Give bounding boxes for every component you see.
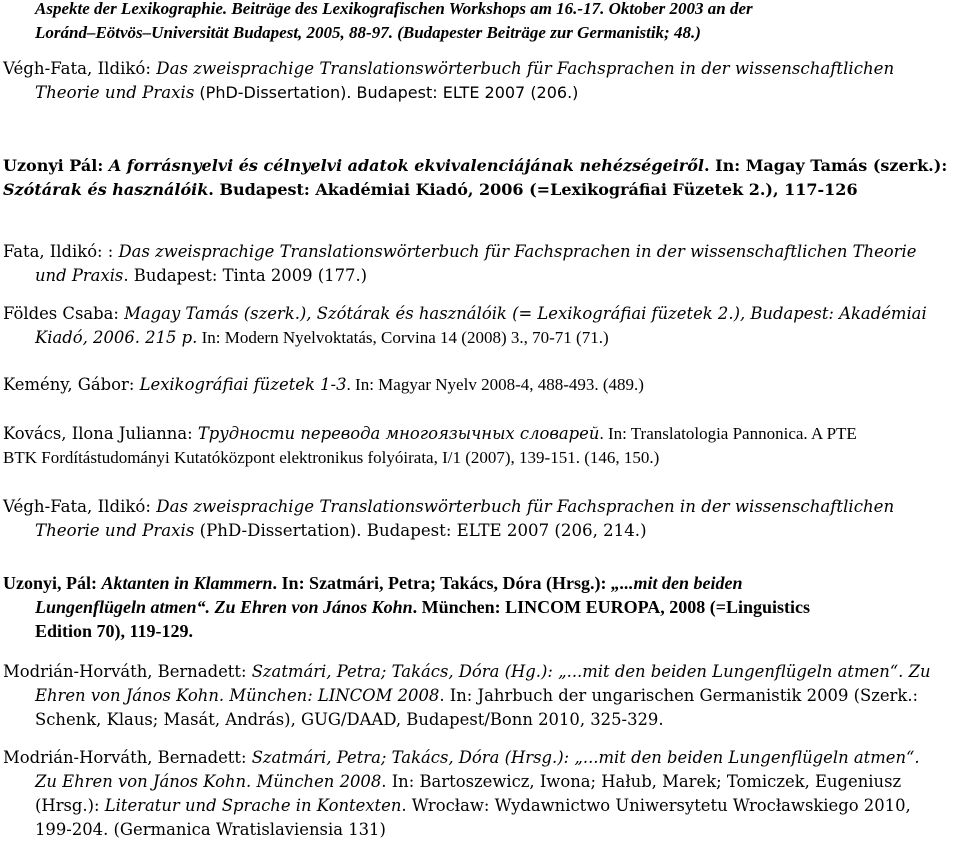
reference-source: Lungenflügeln atmen“. Zu Ehren von János Kohn: [35, 597, 413, 617]
reference-details: 199-204. (Germanica Wratislaviensia 131): [35, 820, 386, 839]
reference-title: Ehren von János Kohn. München: LINCOM 2008: [35, 686, 440, 705]
reference-details: . Budapest: Tinta 2009 (177.): [123, 266, 368, 285]
reference-line: [3, 326, 923, 350]
reference-title: Theorie und Praxis: [35, 521, 195, 540]
reference-entry: [3, 240, 923, 288]
reference-author: Kovács, Ilona Julianna:: [3, 424, 198, 443]
reference-entry: [3, 660, 931, 732]
reference-details: Schenk, Klaus; Masát, András), GUG/DAAD, Budapest/Bonn 2010, 325-329.: [35, 710, 664, 729]
reference-title: Трудности перевода многоязычных словарей: [197, 424, 600, 443]
reference-entry: [3, 495, 923, 543]
reference-title: Das zweisprachige Translationswörterbuch für Fachsprachen in der wissenschaftlichen: [156, 59, 895, 78]
reference-title: A forrásnyelvi és célnyelvi adatok ekvivalenciájának nehézségeiről: [108, 156, 704, 175]
reference-line: [3, 660, 931, 684]
reference-entry: [3, 571, 923, 643]
reference-line: [3, 495, 923, 519]
reference-details: . In: Translatologia Pannonica. A PTE: [599, 424, 857, 443]
reference-details: . In: Bartoszewicz, Iwona; Hałub, Marek; Tomiczek, Eugeniusz: [381, 772, 902, 791]
reference-details: Edition 70), 119-129.: [35, 621, 194, 641]
reference-line: [35, 21, 955, 45]
reference-details: . In: Szatmári, Petra; Takács, Dóra (Hrsg.):: [272, 573, 611, 593]
reference-details: (PhD-Dissertation). Budapest: ELTE 2007 (206.): [194, 83, 579, 102]
reference-title: Szatmári, Petra; Takács, Dóra (Hrsg.): „...mit den beiden Lungenflügeln atmen“.: [251, 748, 920, 767]
reference-entry: [3, 57, 923, 105]
reference-details: BTK Fordítástudományi Kutatóközpont elektronikus folyóirata, I/1 (2007), 139-151. (146, 150.): [3, 448, 660, 467]
reference-title: Magay Tamás (szerk.), Szótárak és használóik (= Lexikográfiai füzetek 2.), Budapest: Akadémiai: [124, 304, 927, 323]
reference-author: Modrián-Horváth, Bernadett:: [3, 662, 252, 681]
reference-source: Szótárak és használóik: [3, 180, 209, 199]
reference-line: [3, 422, 923, 446]
reference-line: [3, 818, 923, 842]
reference-line: [3, 746, 923, 770]
reference-line: [3, 57, 923, 81]
reference-details: . In: Magyar Nyelv 2008-4, 488-493. (489.): [346, 375, 644, 394]
reference-author: Földes Csaba:: [3, 304, 125, 323]
reference-line: [3, 302, 927, 326]
reference-title: Theorie und Praxis: [35, 83, 195, 102]
reference-line: [3, 684, 923, 708]
reference-title: Das zweisprachige Translationswörterbuch für Fachsprachen in der wissenschaftlichen: [156, 497, 895, 516]
reference-line: [3, 794, 923, 818]
reference-title: Szatmári, Petra; Takács, Dóra (Hg.): „...mit den beiden Lungenflügeln atmen“. Zu: [251, 662, 931, 681]
reference-details: (Hrsg.):: [35, 796, 105, 815]
reference-entry: [3, 302, 927, 350]
reference-line: [3, 81, 923, 105]
reference-author: Fata, Ildikó: :: [3, 242, 119, 261]
reference-details: . Wrocław: Wydawnictwo Uniwersytetu Wrocławskiego 2010,: [401, 796, 911, 815]
reference-line: [3, 154, 948, 178]
reference-author: Uzonyi Pál:: [3, 156, 109, 175]
reference-title: Kiadó, 2006. 215 p.: [35, 328, 198, 347]
reference-title: Das zweisprachige Translationswörterbuch für Fachsprachen in der wissenschaftlichen Theorie: [118, 242, 917, 261]
reference-entry: [3, 746, 923, 842]
reference-title: Lexikográfiai füzetek 1-3: [139, 375, 347, 394]
reference-details: . In: Magay Tamás (szerk.):: [703, 156, 948, 175]
reference-details: . In: Jahrbuch der ungarischen Germanistik 2009 (Szerk.:: [439, 686, 919, 705]
reference-author: Kemény, Gábor:: [3, 375, 140, 394]
reference-line: [3, 446, 923, 470]
reference-entry: [35, 0, 955, 45]
reference-line: [3, 240, 923, 264]
reference-details: . Budapest: Akadémiai Kiadó, 2006 (=Lexikográfiai Füzetek 2.), 117-126: [208, 180, 858, 199]
reference-line: [3, 519, 923, 543]
reference-details: (PhD-Dissertation). Budapest: ELTE 2007 (206, 214.): [194, 521, 647, 540]
reference-entry: [3, 154, 948, 202]
reference-line: [3, 595, 923, 619]
reference-source: Literatur und Sprache in Kontexten: [104, 796, 402, 815]
reference-line: [3, 571, 923, 595]
reference-text: Aspekte der Lexikographie. Beiträge des Lexikografischen Workshops am 16.-17. Oktober 2003 an der: [35, 0, 753, 18]
reference-line: [3, 619, 923, 643]
reference-line: [35, 0, 955, 21]
reference-source: „...mit den beiden: [611, 573, 743, 593]
reference-line: [3, 264, 923, 288]
reference-line: [3, 178, 923, 202]
reference-line: [3, 708, 923, 732]
reference-line: [3, 373, 923, 397]
reference-line: [3, 770, 923, 794]
reference-title: Zu Ehren von János Kohn. München 2008: [35, 772, 382, 791]
reference-title: Aktanten in Klammern: [101, 573, 273, 593]
reference-entry: [3, 422, 923, 470]
reference-text: Loránd–Eötvös–Universität Budapest, 2005, 88-97. (Budapester Beiträge zur Germanistik; 48.): [35, 23, 701, 42]
reference-author: Uzonyi, Pál:: [3, 573, 102, 593]
reference-entry: [3, 373, 923, 397]
reference-title: und Praxis: [35, 266, 124, 285]
reference-details: In: Modern Nyelvoktatás, Corvina 14 (2008) 3., 70-71 (71.): [197, 328, 609, 347]
reference-author: Modrián-Horváth, Bernadett:: [3, 748, 252, 767]
reference-author: Végh-Fata, Ildikó:: [3, 497, 157, 516]
reference-author: Végh-Fata, Ildikó:: [3, 59, 157, 78]
reference-details: . München: LINCOM EUROPA, 2008 (=Linguistics: [412, 597, 811, 617]
